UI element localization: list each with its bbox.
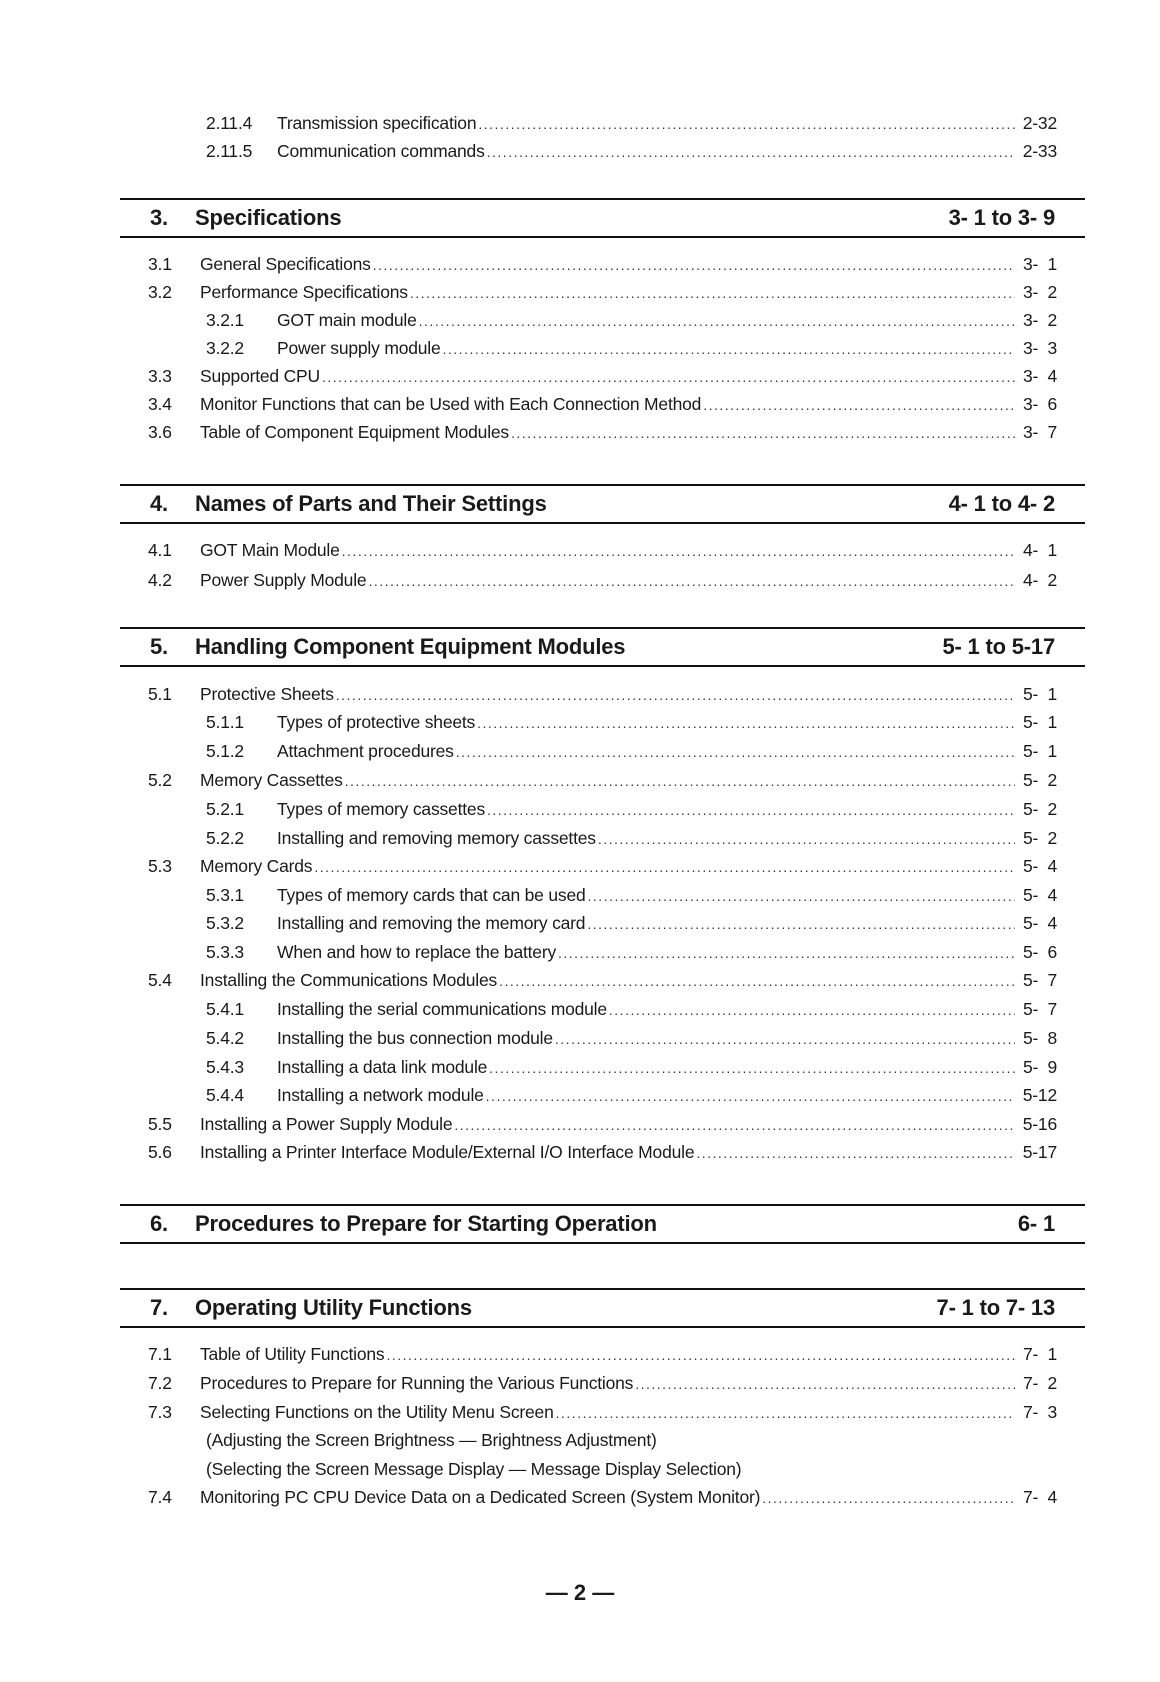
entry-page: 3- 2 (1022, 310, 1057, 330)
toc-entry[interactable] (148, 1402, 1057, 1428)
toc-entry[interactable] (148, 394, 1057, 420)
entry-title: Types of memory cassettes (277, 799, 485, 819)
entry-page: 5- 2 (1022, 770, 1057, 790)
chapter-title: Handling Component Equipment Modules (195, 634, 626, 659)
entry-number: 7.1 (148, 1344, 172, 1364)
entry-page: 5- 7 (1022, 970, 1057, 990)
entry-page: 3- 2 (1022, 282, 1057, 302)
dot-leader (477, 715, 1015, 731)
entry-page: 5- 1 (1022, 684, 1057, 704)
entry-number: 5.3.3 (206, 942, 244, 962)
chapter-header-3[interactable] (120, 198, 1085, 238)
entry-number: 5.2 (148, 770, 172, 790)
toc-entry[interactable] (148, 1373, 1057, 1399)
entry-page: 5- 7 (1022, 999, 1057, 1019)
toc-entry[interactable] (148, 684, 1057, 710)
toc-entry[interactable] (206, 338, 1057, 364)
toc-entry[interactable] (148, 570, 1057, 596)
entry-title: Performance Specifications (200, 282, 408, 302)
chapter-header-4[interactable] (120, 484, 1085, 524)
entry-number: 3.2.2 (206, 338, 244, 358)
toc-entry[interactable] (148, 1344, 1057, 1370)
dot-leader (555, 1031, 1015, 1047)
chapter-header-7[interactable] (120, 1288, 1085, 1328)
page-number: — 2 — (545, 1580, 615, 1605)
entry-number: 5.2.2 (206, 828, 244, 848)
dot-leader (487, 144, 1015, 160)
entry-title: Installing and removing memory cassettes (277, 828, 596, 848)
chapter-page-range: 3- 1 to 3- 9 (948, 205, 1055, 230)
entry-title: Selecting Functions on the Utility Menu Screen (200, 1402, 554, 1422)
toc-entry[interactable] (206, 828, 1057, 854)
dot-leader (556, 1405, 1015, 1421)
toc-entry[interactable] (206, 999, 1057, 1025)
chapter-number: 5. (150, 634, 168, 659)
entry-number: 5.4.4 (206, 1085, 244, 1105)
toc-entry[interactable] (206, 1057, 1057, 1083)
entry-page: 4- 2 (1022, 570, 1057, 590)
entry-number: 3.4 (148, 394, 172, 414)
toc-entry[interactable] (148, 422, 1057, 448)
entry-title: Transmission specification (277, 113, 477, 133)
entry-title: Installing a Power Supply Module (200, 1114, 453, 1134)
entry-title: When and how to replace the battery (277, 942, 557, 962)
entry-page: 7- 1 (1022, 1344, 1057, 1364)
entry-title: Installing the Communications Modules (200, 970, 498, 990)
entry-title: Installing a Printer Interface Module/External I/O Interface Module (200, 1142, 695, 1162)
toc-entry[interactable] (148, 1114, 1057, 1140)
chapter-header-6[interactable] (120, 1204, 1085, 1244)
dot-leader (598, 831, 1015, 847)
entry-title: Table of Utility Functions (200, 1344, 385, 1364)
chapter-header-5[interactable] (120, 627, 1085, 667)
chapter-title: Procedures to Prepare for Starting Operation (195, 1211, 657, 1236)
chapter-title: Specifications (195, 205, 342, 230)
entry-title: Power supply module (277, 338, 441, 358)
entry-title: GOT Main Module (200, 540, 340, 560)
entry-number: 5.1 (148, 684, 172, 704)
chapter-title: Names of Parts and Their Settings (195, 491, 547, 516)
entry-page: 5- 2 (1022, 799, 1057, 819)
toc-entry[interactable] (206, 1028, 1057, 1054)
dot-leader (588, 888, 1015, 904)
entry-page: 5-17 (1022, 1142, 1057, 1162)
entry-number: 4.2 (148, 570, 172, 590)
entry-page: 5- 8 (1022, 1028, 1057, 1048)
entry-title: Memory Cards (200, 856, 313, 876)
toc-entry[interactable] (206, 712, 1057, 738)
entry-page: 7- 3 (1022, 1402, 1057, 1422)
entry-title: Installing the serial communications module (277, 999, 607, 1019)
entry-page: 5- 2 (1022, 828, 1057, 848)
entry-page: 7- 4 (1022, 1487, 1057, 1507)
entry-title: Procedures to Prepare for Running the Various Functions (200, 1373, 634, 1393)
dot-leader (703, 397, 1015, 413)
entry-title: Types of protective sheets (277, 712, 476, 732)
entry-page: 3- 4 (1022, 366, 1057, 386)
entry-number: 7.3 (148, 1402, 172, 1422)
toc-entry[interactable] (148, 1142, 1057, 1168)
entry-page: 2-33 (1022, 141, 1057, 161)
dot-leader (609, 1002, 1015, 1018)
dot-leader (314, 859, 1015, 875)
toc-entry[interactable] (206, 942, 1057, 968)
dot-leader (419, 313, 1015, 329)
entry-number: 2.11.5 (206, 141, 253, 161)
entry-title: (Selecting the Screen Message Display — Message Display Selection) (206, 1459, 742, 1479)
entry-number: 3.1 (148, 254, 172, 274)
toc-entry[interactable] (206, 310, 1057, 336)
dot-leader (587, 916, 1015, 932)
entry-number: 5.1.1 (206, 712, 244, 732)
dot-leader (489, 1060, 1015, 1076)
dot-leader (322, 369, 1015, 385)
chapter-title: Operating Utility Functions (195, 1295, 472, 1320)
entry-number: 5.1.2 (206, 741, 244, 761)
dot-leader (511, 425, 1015, 441)
entry-page: 5- 4 (1022, 856, 1057, 876)
entry-number: 5.2.1 (206, 799, 244, 819)
entry-title: Installing a network module (277, 1085, 484, 1105)
entry-number: 2.11.4 (206, 113, 253, 133)
toc-entry[interactable] (206, 741, 1057, 767)
entry-page: 2-32 (1022, 113, 1057, 133)
entry-title: Protective Sheets (200, 684, 334, 704)
dot-leader (478, 116, 1015, 132)
entry-number: 5.5 (148, 1114, 172, 1134)
dot-leader (345, 773, 1015, 789)
dot-leader (499, 973, 1015, 989)
dot-leader (386, 1347, 1015, 1363)
entry-number: 5.3.2 (206, 913, 244, 933)
entry-page: 7- 2 (1022, 1373, 1057, 1393)
entry-page: 3- 1 (1022, 254, 1057, 274)
entry-page: 5- 9 (1022, 1057, 1057, 1077)
entry-page: 5- 6 (1022, 942, 1057, 962)
dot-leader (558, 945, 1015, 961)
dot-leader (454, 1117, 1015, 1133)
chapter-number: 3. (150, 205, 168, 230)
dot-leader (635, 1376, 1015, 1392)
entry-page: 3- 7 (1022, 422, 1057, 442)
entry-number: 5.3 (148, 856, 172, 876)
dot-leader (342, 543, 1015, 559)
entry-number: 5.4 (148, 970, 172, 990)
toc-entry[interactable] (148, 856, 1057, 882)
entry-title: General Specifications (200, 254, 371, 274)
entry-title: Installing and removing the memory card (277, 913, 586, 933)
entry-title: Power Supply Module (200, 570, 367, 590)
entry-title: GOT main module (277, 310, 417, 330)
toc-entry[interactable] (206, 799, 1057, 825)
dot-leader (456, 744, 1015, 760)
entry-page: 4- 1 (1022, 540, 1057, 560)
chapter-page-range: 5- 1 to 5-17 (942, 634, 1055, 659)
toc-entry[interactable] (148, 540, 1057, 566)
dot-leader (487, 802, 1015, 818)
toc-entry[interactable] (206, 885, 1057, 911)
entry-page: 5- 1 (1022, 741, 1057, 761)
chapter-page-range: 6- 1 (1017, 1211, 1055, 1236)
toc-entry[interactable] (206, 1085, 1057, 1111)
dot-leader (696, 1145, 1015, 1161)
entry-number: 7.2 (148, 1373, 172, 1393)
chapter-number: 4. (150, 491, 168, 516)
entry-number: 3.2.1 (206, 310, 244, 330)
toc-entry[interactable] (148, 970, 1057, 996)
entry-number: 5.4.1 (206, 999, 244, 1019)
entry-title: (Adjusting the Screen Brightness — Brightness Adjustment) (206, 1430, 657, 1450)
entry-title: Attachment procedures (277, 741, 454, 761)
entry-title: Types of memory cards that can be used (277, 885, 586, 905)
dot-leader (762, 1490, 1015, 1506)
entry-number: 7.4 (148, 1487, 172, 1507)
dot-leader (486, 1088, 1015, 1104)
entry-number: 3.2 (148, 282, 172, 302)
entry-page: 5-12 (1022, 1085, 1057, 1105)
toc-entry[interactable] (148, 1487, 1057, 1513)
entry-title: Installing the bus connection module (277, 1028, 553, 1048)
toc-entry[interactable] (206, 113, 1057, 139)
toc-entry[interactable] (148, 366, 1057, 392)
entry-title: Monitoring PC CPU Device Data on a Dedicated Screen (System Monitor) (200, 1487, 761, 1507)
entry-title: Installing a data link module (277, 1057, 488, 1077)
entry-page: 3- 6 (1022, 394, 1057, 414)
toc-entry[interactable] (148, 282, 1057, 308)
entry-number: 5.6 (148, 1142, 172, 1162)
entry-title: Supported CPU (200, 366, 320, 386)
toc-entry[interactable] (148, 770, 1057, 796)
toc-subnote (206, 1459, 1115, 1485)
chapter-page-range: 7- 1 to 7- 13 (936, 1295, 1055, 1320)
entry-page: 5- 4 (1022, 913, 1057, 933)
dot-leader (443, 341, 1015, 357)
entry-number: 3.3 (148, 366, 172, 386)
dot-leader (373, 257, 1015, 273)
toc-entry[interactable] (206, 141, 1057, 167)
toc-entry[interactable] (148, 254, 1057, 280)
chapter-number: 7. (150, 1295, 168, 1320)
entry-number: 4.1 (148, 540, 172, 560)
entry-page: 5-16 (1022, 1114, 1057, 1134)
entry-page: 5- 1 (1022, 712, 1057, 732)
entry-number: 5.4.3 (206, 1057, 244, 1077)
dot-leader (410, 285, 1015, 301)
entry-number: 5.4.2 (206, 1028, 244, 1048)
dot-leader (336, 687, 1015, 703)
entry-title: Communication commands (277, 141, 485, 161)
entry-number: 5.3.1 (206, 885, 244, 905)
toc-subnote (206, 1430, 1115, 1456)
dot-leader (368, 573, 1015, 589)
entry-title: Monitor Functions that can be Used with Each Connection Method (200, 394, 702, 414)
toc-entry[interactable] (206, 913, 1057, 939)
entry-page: 5- 4 (1022, 885, 1057, 905)
chapter-page-range: 4- 1 to 4- 2 (948, 491, 1055, 516)
entry-number: 3.6 (148, 422, 172, 442)
chapter-number: 6. (150, 1211, 168, 1236)
entry-title: Memory Cassettes (200, 770, 343, 790)
entry-page: 3- 3 (1022, 338, 1057, 358)
entry-title: Table of Component Equipment Modules (200, 422, 509, 442)
